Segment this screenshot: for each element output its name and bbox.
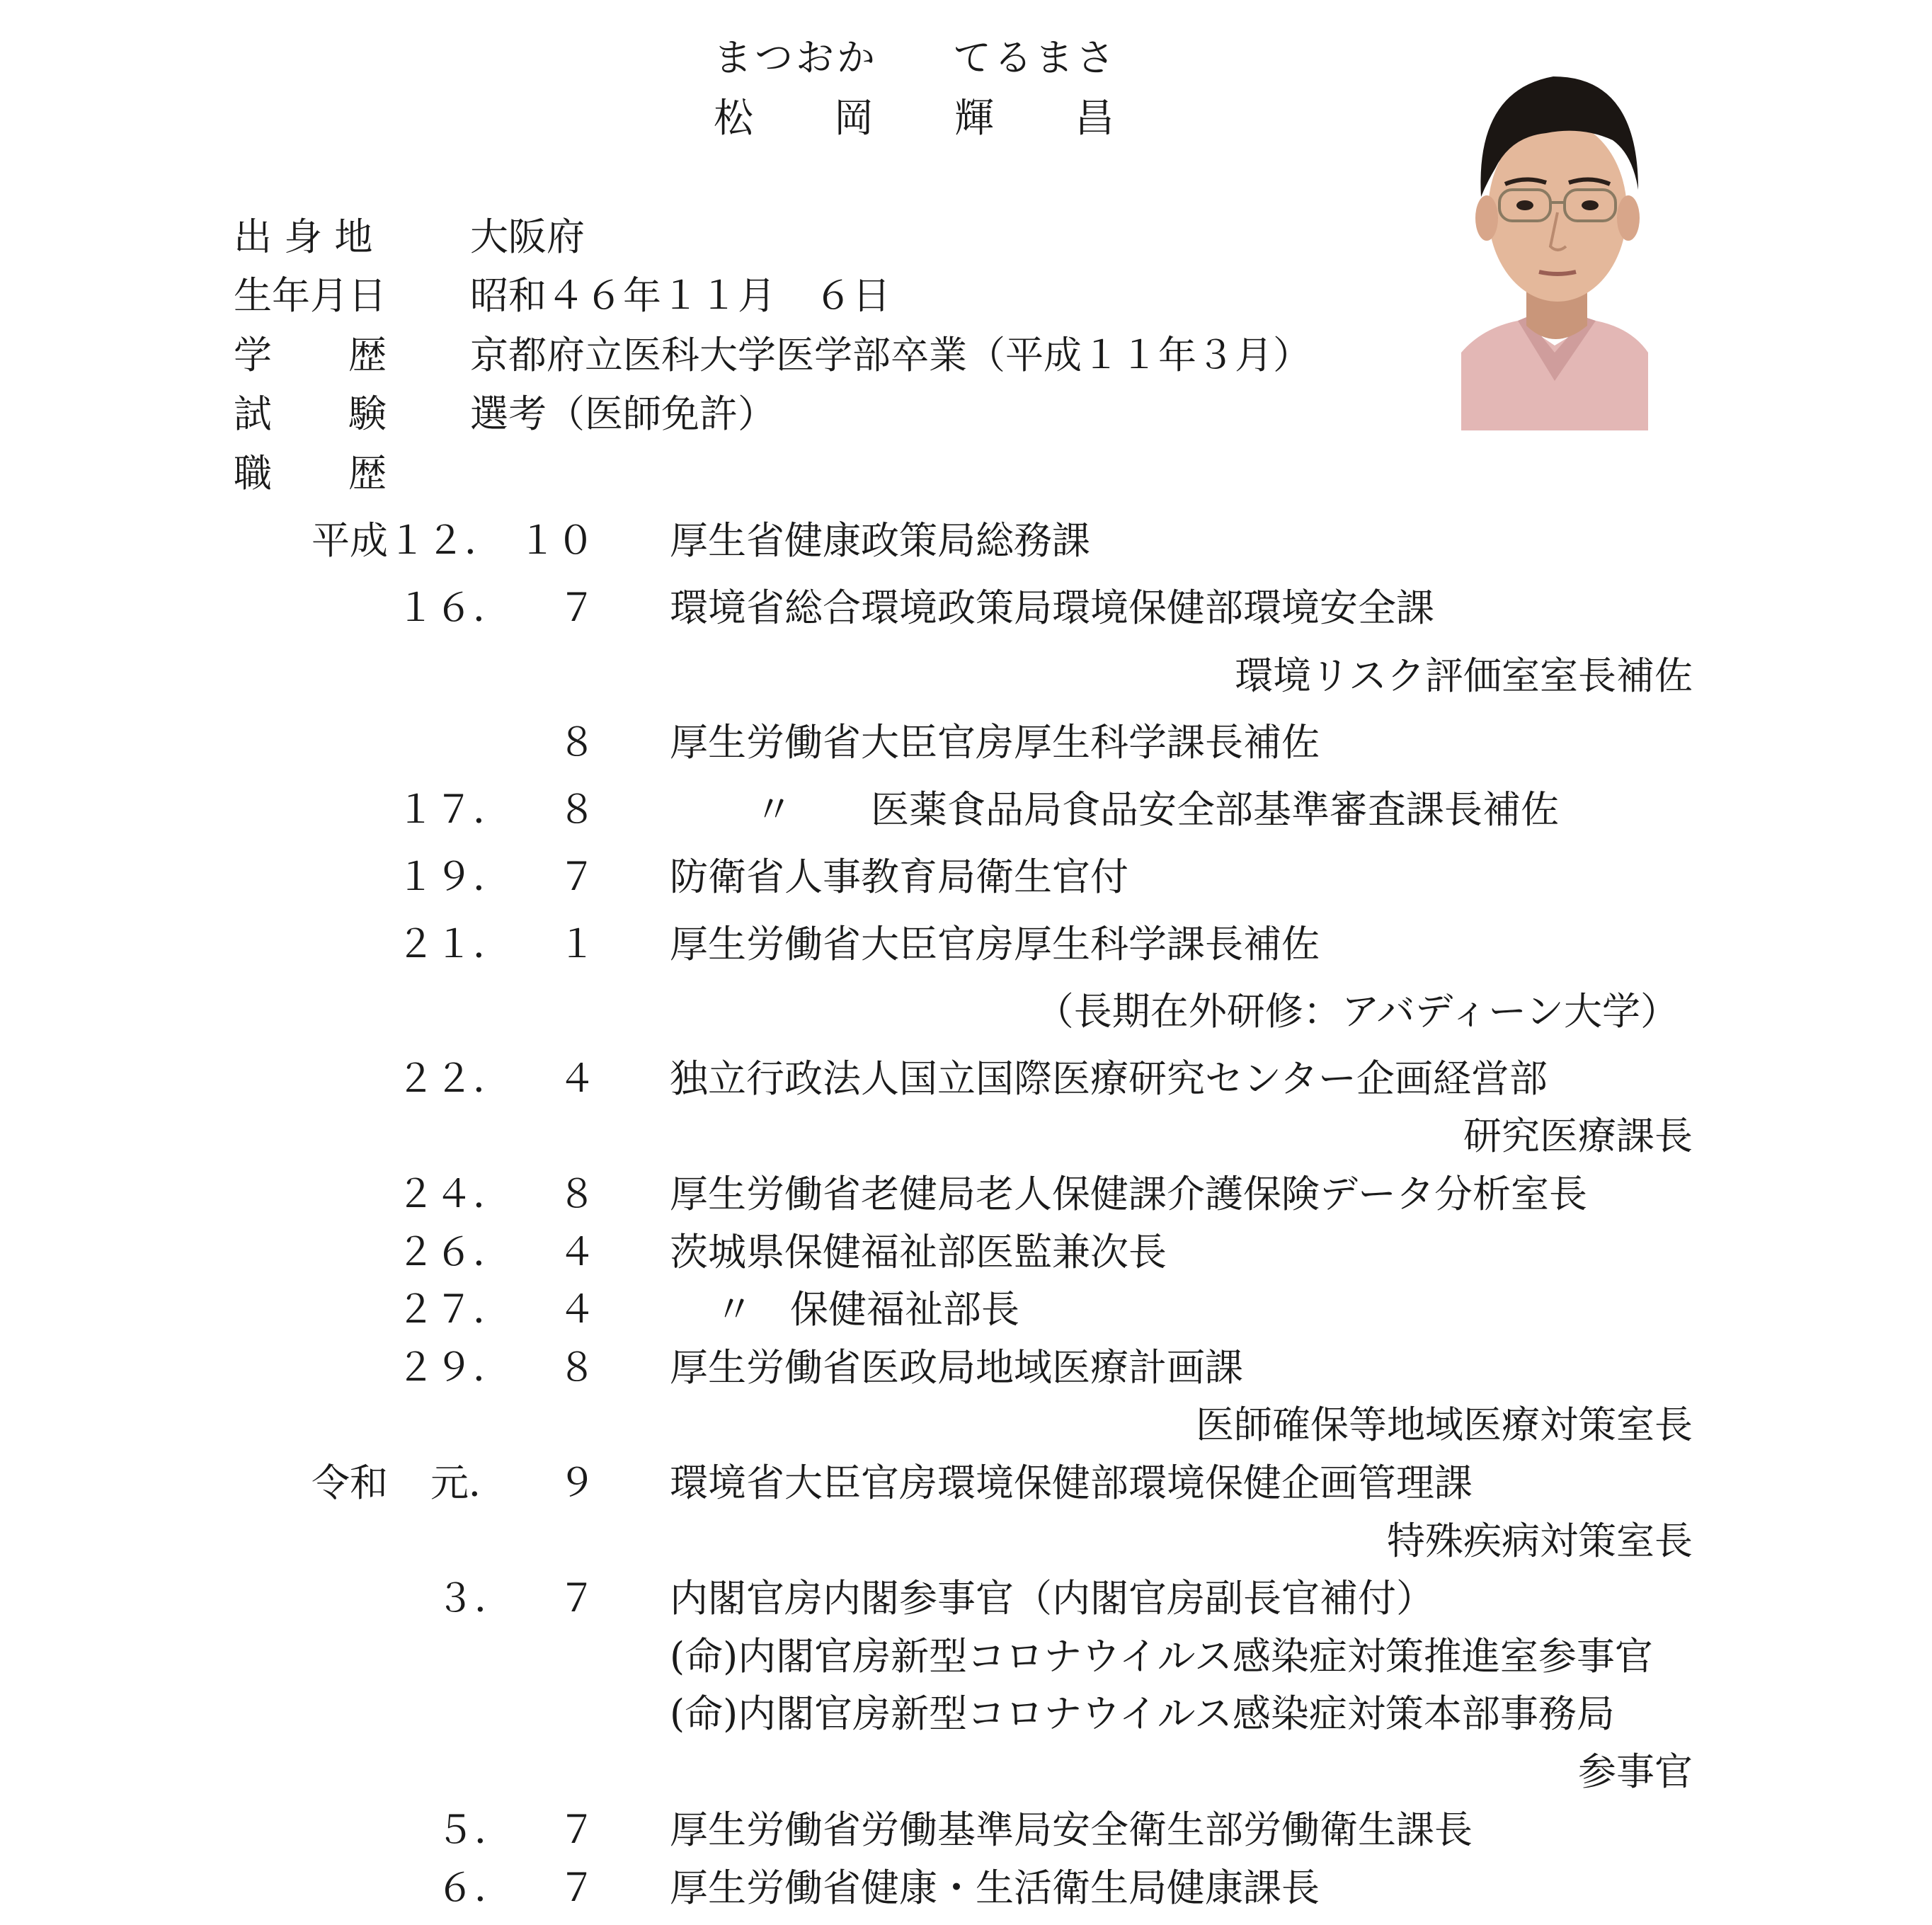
- career-line: 独立行政法人国立国際医療研究センター企画経営部: [670, 1056, 1548, 1101]
- portrait-photo-svg: [1461, 48, 1648, 430]
- education-label: 学 歴: [234, 333, 387, 377]
- career-month: ８: [558, 720, 596, 765]
- right-eye: [1582, 200, 1599, 210]
- career-year: １９．: [396, 855, 511, 899]
- birthdate-value: 昭和４６年１１月 ６日: [470, 273, 891, 318]
- name-char-2: 岡: [834, 96, 874, 142]
- career-line: 厚生省健康政策局総務課: [670, 518, 1090, 563]
- career-month: ９: [558, 1461, 596, 1505]
- mouth: [1539, 272, 1576, 274]
- career-line-right: （長期在外研修：アバディーン大学）: [1035, 989, 1679, 1034]
- career-label: 職 歴: [234, 451, 387, 496]
- career-month: ７: [558, 1866, 596, 1910]
- career-line: 厚生労働省健康・生活衛生局健康課長: [670, 1866, 1320, 1910]
- career-line: (命)内閣官房新型コロナウイルス感染症対策本部事務局: [670, 1691, 1615, 1736]
- career-line: 防衛省人事教育局衛生官付: [670, 855, 1128, 899]
- career-line: 厚生労働省労働基準局安全衛生部労働衛生課長: [670, 1807, 1473, 1852]
- career-line: 保健福祉部長: [790, 1287, 1019, 1332]
- career-line-right: 研究医療課長: [1463, 1114, 1693, 1158]
- career-line-right: 特殊疾病対策室長: [1387, 1519, 1693, 1563]
- career-era: 平成: [311, 518, 388, 563]
- career-year: ６．: [436, 1866, 513, 1910]
- career-year: ２９．: [396, 1345, 511, 1390]
- career-month: １: [558, 922, 596, 966]
- career-year: １６．: [396, 586, 511, 630]
- ditto-mark: 〃: [715, 1287, 753, 1332]
- career-year: １７．: [396, 787, 511, 832]
- education-value: 京都府立医科大学医学部卒業（平成１１年３月）: [470, 333, 1311, 377]
- birthplace-label: 出 身 地: [234, 215, 373, 259]
- career-year: ２６．: [396, 1230, 511, 1274]
- career-line: 茨城県保健福祉部医監兼次長: [670, 1230, 1167, 1274]
- career-line: (命)内閣官房新型コロナウイルス感染症対策推進室参事官: [670, 1634, 1653, 1679]
- career-line-right: 医師確保等地域医療対策室長: [1196, 1403, 1693, 1447]
- left-ear: [1475, 195, 1498, 241]
- career-line: 厚生労働省医政局地域医療計画課: [670, 1345, 1243, 1390]
- career-year: １２．: [388, 518, 503, 563]
- career-month: ４: [558, 1230, 596, 1274]
- name-reading-given: てるまさ: [953, 35, 1117, 80]
- career-month: ７: [558, 1807, 596, 1852]
- exam-label: 試 験: [234, 392, 387, 436]
- career-line: 内閣官房内閣参事官（内閣官房副長官補付）: [670, 1576, 1434, 1621]
- career-year: 元．: [430, 1461, 507, 1505]
- career-year: ５．: [436, 1807, 513, 1852]
- right-ear: [1617, 195, 1640, 241]
- career-line: 厚生労働省大臣官房厚生科学課長補佐: [670, 922, 1320, 966]
- name-char-1: 松: [714, 96, 753, 142]
- birthdate-label: 生年月日: [234, 273, 387, 318]
- career-line: 環境省総合環境政策局環境保健部環境安全課: [670, 586, 1434, 630]
- career-month: ８: [558, 1172, 596, 1216]
- name-char-4: 昌: [1075, 96, 1114, 142]
- career-line: 厚生労働省大臣官房厚生科学課長補佐: [670, 720, 1320, 765]
- ditto-mark: 〃: [755, 787, 793, 832]
- career-line: 厚生労働省老健局老人保健課介護保険データ分析室長: [670, 1172, 1587, 1216]
- career-year: ２１．: [396, 922, 511, 966]
- career-line: 医薬食品局食品安全部基準審査課長補佐: [871, 787, 1559, 832]
- birthplace-value: 大阪府: [470, 215, 585, 259]
- career-year: ３．: [436, 1576, 513, 1621]
- career-year: ２７．: [396, 1287, 511, 1332]
- career-month: ８: [558, 1345, 596, 1390]
- career-line-right: 参事官: [1578, 1749, 1693, 1794]
- career-month: ４: [558, 1056, 596, 1101]
- career-month: ７: [558, 586, 596, 630]
- career-line-right: 環境リスク評価室室長補佐: [1235, 653, 1693, 698]
- career-month: ７: [558, 1576, 596, 1621]
- career-era: 令和: [311, 1461, 388, 1505]
- career-month: ４: [558, 1287, 596, 1332]
- career-month: ７: [558, 855, 596, 899]
- career-year: ２４．: [396, 1172, 511, 1216]
- exam-value: 選考（医師免許）: [470, 392, 776, 436]
- name-char-3: 輝: [954, 96, 994, 142]
- career-line: 環境省大臣官房環境保健部環境保健企画管理課: [670, 1461, 1473, 1505]
- career-month: ８: [558, 787, 596, 832]
- name-reading-family: まつおか: [714, 35, 878, 80]
- career-month: １０: [518, 518, 595, 563]
- left-eye: [1516, 200, 1533, 210]
- career-year: ２２．: [396, 1056, 511, 1101]
- portrait-photo: [1461, 48, 1648, 430]
